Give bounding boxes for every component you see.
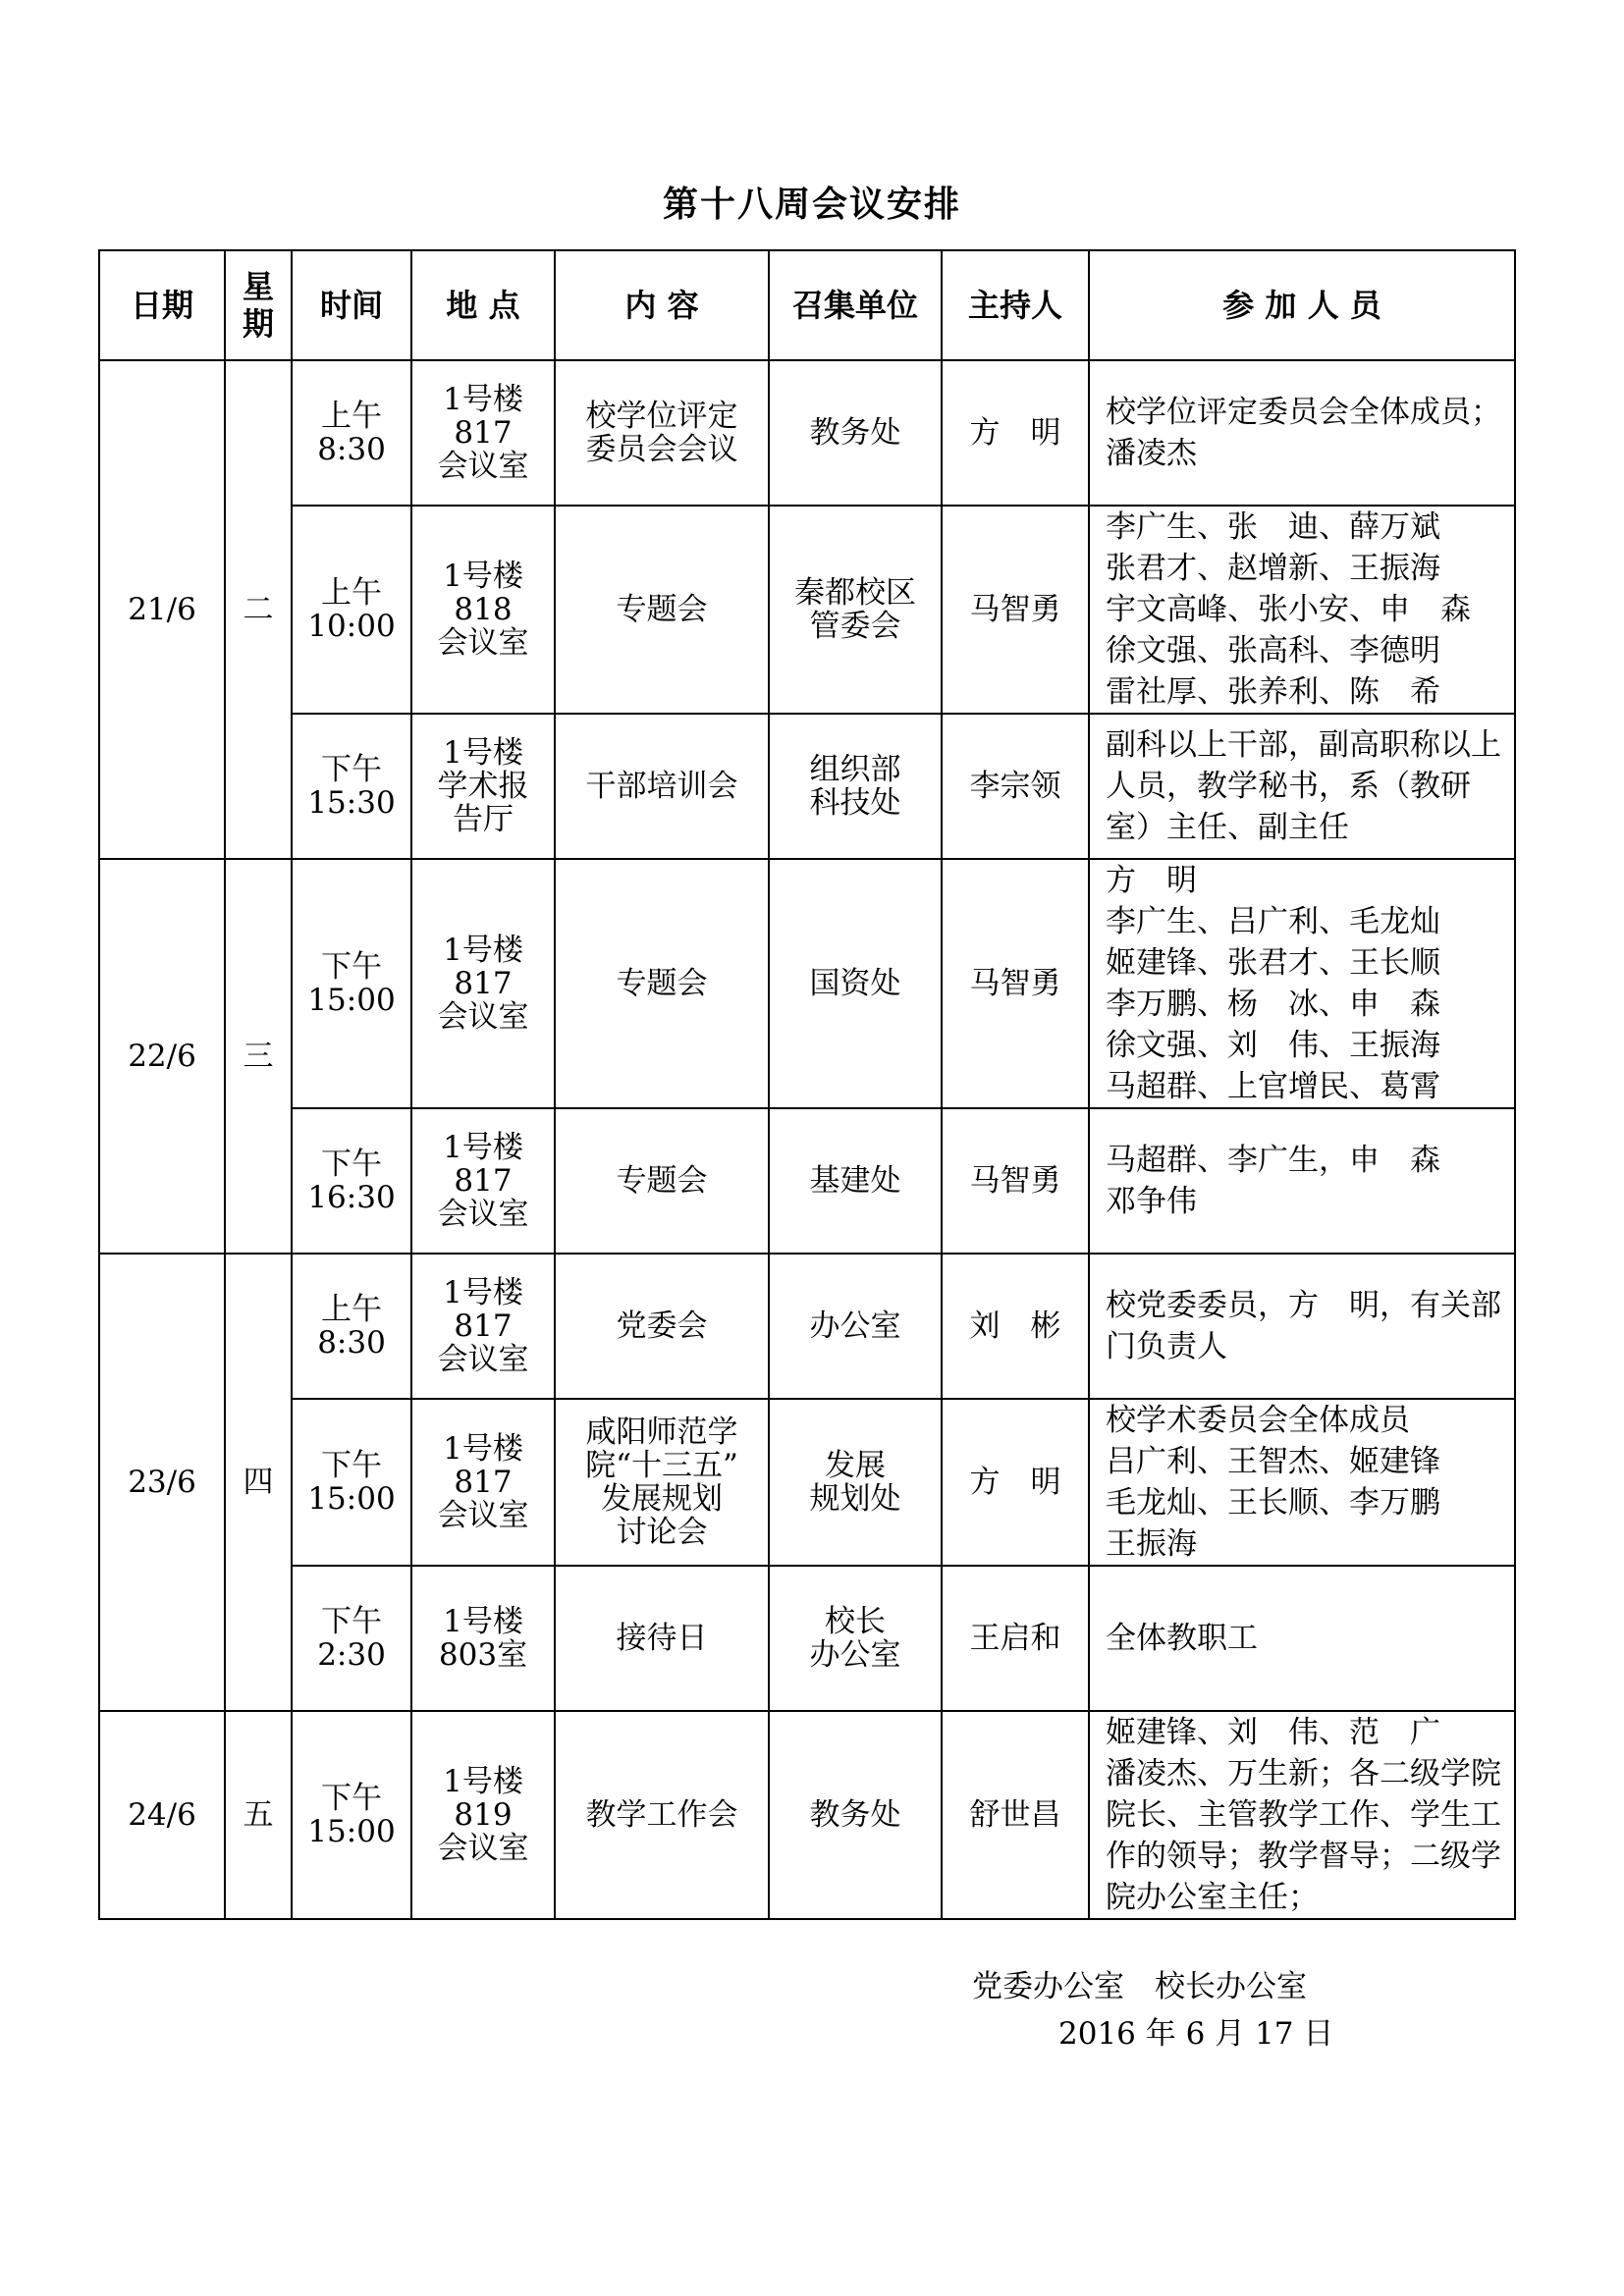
header-weekday: 星 期	[225, 250, 292, 360]
host-cell: 舒世昌	[942, 1711, 1089, 1919]
weekday-cell: 五	[225, 1711, 292, 1919]
table-row	[99, 859, 1515, 1108]
host-cell: 王启和	[942, 1566, 1089, 1711]
page-title: 第十八周会议安排	[662, 185, 961, 225]
host-cell: 刘 彬	[942, 1254, 1089, 1399]
attendees-cell: 姬建锋、刘 伟、范 广 潘凌杰、万生新；各二级学院院长、主管教学工作、学生工作的领导；教学督导；二级学院办公室主任；	[1089, 1711, 1515, 1919]
unit-cell: 校长 办公室	[769, 1566, 942, 1711]
place-cell: 1号楼 803室	[411, 1566, 555, 1711]
attendees-cell: 校党委委员，方 明，有关部门负责人	[1089, 1254, 1515, 1399]
time-cell: 上午 8:30	[292, 1254, 411, 1399]
content-cell: 咸阳师范学 院“十三五” 发展规划 讨论会	[555, 1399, 769, 1566]
attendees-cell: 副科以上干部，副高职称以上人员，教学秘书，系（教研室）主任、副主任	[1089, 714, 1515, 859]
place-cell: 1号楼 817 会议室	[411, 1254, 555, 1399]
unit-cell: 基建处	[769, 1108, 942, 1254]
place-cell: 1号楼 819 会议室	[411, 1711, 555, 1919]
attendees-cell: 方 明 李广生、吕广利、毛龙灿 姬建锋、张君才、王长顺 李万鹏、杨 冰、申 森 徐文强、刘 伟、王振海 马超群、上官增民、葛霄	[1089, 859, 1515, 1108]
host-cell: 马智勇	[942, 506, 1089, 714]
table-row	[99, 1566, 1515, 1711]
header-convening-unit: 召集单位	[769, 250, 942, 360]
time-cell: 下午 15:30	[292, 714, 411, 859]
place-cell: 1号楼 817 会议室	[411, 360, 555, 506]
place-cell: 1号楼 817 会议室	[411, 1108, 555, 1254]
header-time: 时间	[292, 250, 411, 360]
unit-cell: 组织部 科技处	[769, 714, 942, 859]
table-row	[99, 506, 1515, 714]
place-cell: 1号楼 817 会议室	[411, 1399, 555, 1566]
table-row	[99, 1399, 1515, 1566]
table-row	[99, 1254, 1515, 1399]
attendees-cell: 马超群、李广生，申 森 邓争伟	[1089, 1108, 1515, 1254]
date-cell: 24/6	[99, 1711, 225, 1919]
time-cell: 上午 10:00	[292, 506, 411, 714]
footer-issuer: 党委办公室 校长办公室	[972, 1969, 1307, 2004]
attendees-cell: 校学术委员会全体成员 吕广利、王智杰、姬建锋 毛龙灿、王长顺、李万鹏 王振海	[1089, 1399, 1515, 1566]
content-cell: 专题会	[555, 506, 769, 714]
time-cell: 下午 15:00	[292, 859, 411, 1108]
unit-cell: 办公室	[769, 1254, 942, 1399]
time-cell: 下午 15:00	[292, 1711, 411, 1919]
attendees-cell: 校学位评定委员会全体成员；潘凌杰	[1089, 360, 1515, 506]
unit-cell: 教务处	[769, 360, 942, 506]
time-cell: 下午 16:30	[292, 1108, 411, 1254]
unit-cell: 发展 规划处	[769, 1399, 942, 1566]
weekday-cell: 四	[225, 1254, 292, 1711]
content-cell: 专题会	[555, 1108, 769, 1254]
place-cell: 1号楼 818 会议室	[411, 506, 555, 714]
place-cell: 1号楼 学术报 告厅	[411, 714, 555, 859]
header-attendees: 参 加 人 员	[1089, 250, 1515, 360]
content-cell: 干部培训会	[555, 714, 769, 859]
unit-cell: 教务处	[769, 1711, 942, 1919]
date-cell: 21/6	[99, 360, 225, 859]
table-header-row	[99, 250, 1515, 360]
footer-date: 2016 年 6 月 17 日	[1058, 2016, 1334, 2052]
time-cell: 下午 2:30	[292, 1566, 411, 1711]
host-cell: 方 明	[942, 1399, 1089, 1566]
time-cell: 上午 8:30	[292, 360, 411, 506]
header-content: 内 容	[555, 250, 769, 360]
table-row	[99, 1711, 1515, 1919]
content-cell: 教学工作会	[555, 1711, 769, 1919]
attendees-cell: 全体教职工	[1089, 1566, 1515, 1711]
meeting-schedule-table	[98, 249, 1516, 1920]
host-cell: 马智勇	[942, 859, 1089, 1108]
host-cell: 马智勇	[942, 1108, 1089, 1254]
time-cell: 下午 15:00	[292, 1399, 411, 1566]
content-cell: 专题会	[555, 859, 769, 1108]
table-row	[99, 1108, 1515, 1254]
weekday-cell: 二	[225, 360, 292, 859]
header-date: 日期	[99, 250, 225, 360]
header-place: 地 点	[411, 250, 555, 360]
host-cell: 李宗领	[942, 714, 1089, 859]
content-cell: 党委会	[555, 1254, 769, 1399]
weekday-cell: 三	[225, 859, 292, 1254]
content-cell: 校学位评定 委员会会议	[555, 360, 769, 506]
host-cell: 方 明	[942, 360, 1089, 506]
table-row	[99, 714, 1515, 859]
content-cell: 接待日	[555, 1566, 769, 1711]
unit-cell: 国资处	[769, 859, 942, 1108]
date-cell: 22/6	[99, 859, 225, 1254]
header-host: 主持人	[942, 250, 1089, 360]
unit-cell: 秦都校区 管委会	[769, 506, 942, 714]
date-cell: 23/6	[99, 1254, 225, 1711]
table-row	[99, 360, 1515, 506]
attendees-cell: 李广生、张 迪、薛万斌 张君才、赵增新、王振海 宇文高峰、张小安、申 森 徐文强、张高科、李德明 雷社厚、张养利、陈 希	[1089, 506, 1515, 714]
place-cell: 1号楼 817 会议室	[411, 859, 555, 1108]
